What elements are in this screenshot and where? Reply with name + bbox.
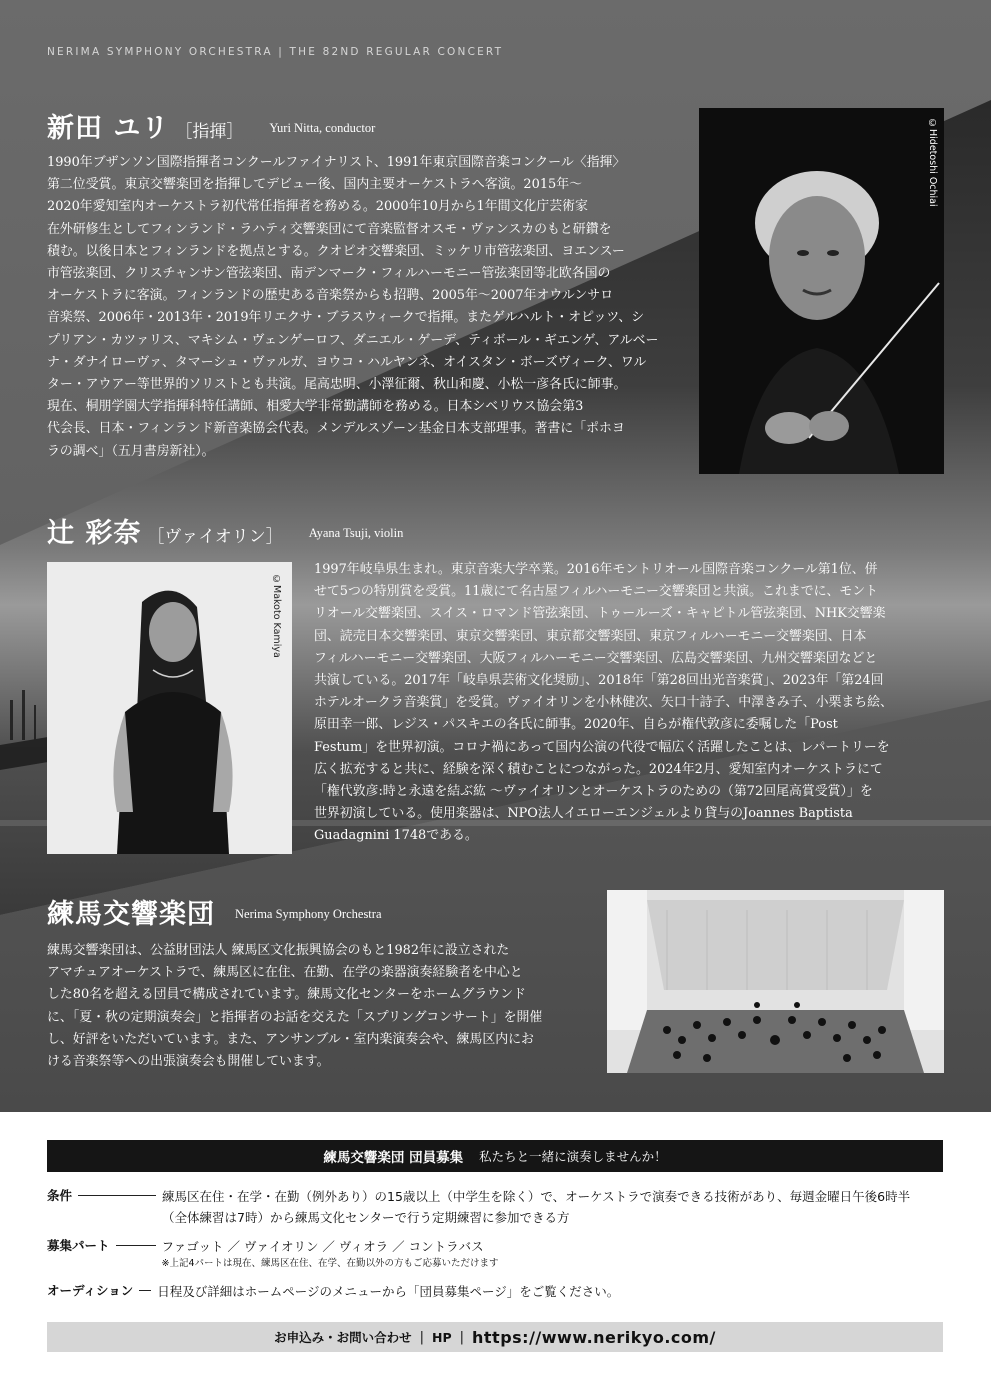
- audition-label: オーディション: [47, 1283, 134, 1298]
- bio-line: ホテルオークラ音楽賞」を受賞。ヴァイオリンを小林健次、矢口十詩子、中澤きみ子、小栗まち絵、: [314, 695, 893, 711]
- conductor-heading: [47, 106, 375, 145]
- violinist-photo: [47, 562, 292, 854]
- contact-separator: |: [459, 1329, 464, 1345]
- orchestra-bio: [47, 940, 585, 1073]
- parts-text: [162, 1236, 499, 1271]
- orchestra-photo: [607, 890, 944, 1073]
- concert-series-header: NERIMA SYMPHONY ORCHESTRA | THE 82ND REGULAR CONCERT: [47, 46, 504, 58]
- violinist-photo-credit: ©Makoto Kamiya: [271, 574, 282, 658]
- bio-line: 代会長、日本・フィンランド新音楽協会代表。メンデルスゾーン基金日本支部理事。著書に「ポホヨ: [47, 421, 625, 437]
- hp-label: HP: [431, 1329, 452, 1345]
- conductor-photo-credit: ©Hidetoshi Ochiai: [927, 118, 938, 207]
- conductor-name-ja: 新田 ユリ: [47, 113, 170, 144]
- contact-separator: |: [419, 1329, 424, 1345]
- violinist-role-ja: ［ヴァイオリン］: [147, 527, 283, 547]
- violinist-heading: [47, 511, 403, 550]
- leader-line: [116, 1245, 156, 1246]
- parts-label: 募集パート: [47, 1238, 110, 1253]
- bio-line: 世界初演している。使用楽器は、NPO法人イエローエンジェルより貸与のJoannes Baptista: [314, 806, 853, 822]
- bio-line: オーケストラに客演。フィンランドの歴史ある音楽祭からも招聘、2005年〜2007年オウルンサロ: [47, 288, 614, 304]
- bio-line: 1997年岐阜県生まれ。東京音楽大学卒業。2016年モントリオール国際音楽コンクール第1位、併: [314, 562, 878, 577]
- orchestra-name-en: Nerima Symphony Orchestra: [235, 907, 382, 921]
- recruitment-subtitle: 私たちと一緒に演奏しませんか！: [479, 1149, 667, 1164]
- bio-line: 共演している。2017年「岐阜県芸術文化奨励」、2018年「第28回出光音楽賞」、2023年「第24回: [314, 673, 884, 689]
- bio-line: 広く拡充すると共に、経験を深く積むことにつながった。2024年2月、愛知室内オーケストラにて: [314, 761, 883, 777]
- bio-line: 音楽祭、2006年・2013年・2019年リエクサ・ブラスウィークで指揮。またゲルハルト・オピッツ、シ: [47, 310, 645, 326]
- bio-line: 積む。以後日本とフィンランドを拠点とする。クオピオ交響楽団、ミッケリ市管弦楽団、ヨエンスー: [47, 243, 625, 259]
- parts-row: [47, 1236, 499, 1271]
- conductor-role-ja: ［指揮］: [175, 122, 244, 142]
- conductor-bio: [47, 152, 679, 463]
- bio-line: 団、読売日本交響楽団、東京交響楽団、東京都交響楽団、東京フィルハーモニー交響楽団、日本: [314, 628, 867, 644]
- audition-text: 日程及び詳細はホームページのメニューから「団員募集ページ」をご覧ください。: [157, 1284, 620, 1299]
- bio-line: 1990年ブザンソン国際指揮者コンクールファイナリスト、1991年東京国際音楽コンクール〈指揮〉: [47, 155, 626, 170]
- leader-line: [139, 1290, 151, 1291]
- conditions-label: 条件: [47, 1188, 73, 1203]
- conditions-line: 練馬区在住・在学・在勤（例外あり）の15歳以上（中学生を除く）で、オーケストラで演奏できる技術があり、毎週金曜日午後6時半: [162, 1189, 911, 1204]
- bio-line: 「権代敦彦:時と永遠を結ぶ紘 〜ヴァイオリンとオーケストラのための（第72回尾高賞受賞）」を: [314, 784, 873, 800]
- bio-line: ター・アウアー等世界的ソリストとも共演。尾高忠明、小澤征爾、秋山和慶、小松一彦各氏に師事。: [47, 377, 627, 393]
- recruitment-banner: [47, 1140, 943, 1172]
- bio-line: プリアン・カツァリス、マキシム・ヴェンゲーロフ、ダニエル・ゲーデ、ティボール・ギエンゲ、アルベー: [47, 332, 659, 348]
- bio-line: に、「夏・秋の定期演奏会」と指揮者のお話を交えた「スプリングコンサート」を開催: [47, 1009, 543, 1025]
- bio-line: 原田幸一郎、レジス・パスキエの各氏に師事。2020年、自らが権代敦彦に委嘱した「Post: [314, 717, 838, 733]
- bio-line: 在外研修生としてフィンランド・ラハティ交響楽団にて音楽監督オスモ・ヴァンスカのもと研鑽を: [47, 221, 612, 237]
- conditions-line: （全体練習は7時）から練馬文化センターで行う定期練習に参加できる方: [162, 1210, 570, 1225]
- bio-line: せて5つの特別賞を受賞。11歳にて名古屋フィルハーモニー交響楽団と共演。これまでに、モント: [314, 584, 879, 600]
- bio-line: Festum」を世界初演。コロナ禍にあって国内公演の代役で幅広く活躍したことは、レパートリーを: [314, 739, 890, 755]
- parts-note: ※上記4パートは現在、練馬区在住、在学、在勤以外の方もご応募いただけます: [161, 1258, 499, 1269]
- orchestra-name-ja: 練馬交響楽団: [47, 899, 215, 930]
- bio-line: Guadagnini 1748である。: [314, 828, 478, 844]
- violinist-bio: [314, 559, 943, 848]
- conductor-photo: [699, 108, 944, 474]
- violinist-name-en: Ayana Tsuji, violin: [308, 526, 404, 540]
- violinist-name-ja: 辻 彩奈: [47, 518, 142, 549]
- bio-line: リオール交響楽団、スイス・ロマンド管弦楽団、トゥールーズ・キャピトル管弦楽団、NHK交響楽: [314, 606, 886, 622]
- bio-line: ナ・ダナイローヴァ、タマーシュ・ヴァルガ、ヨウコ・ハルヤンネ、オイスタン・ボーズヴィーク、ワル: [47, 354, 647, 370]
- bio-line: 練馬交響楽団は、公益財団法人 練馬区文化振興協会のもと1982年に設立された: [47, 943, 510, 958]
- bio-line: 第二位受賞。東京交響楽団を指揮してデビュー後、国内主要オーケストラへ客演。2015年〜: [47, 177, 583, 193]
- bio-line: ける音楽祭等への出張演奏会も開催しています。: [47, 1054, 330, 1070]
- audition-row: [47, 1281, 619, 1302]
- orchestra-heading: [47, 892, 382, 931]
- leader-line: [78, 1195, 156, 1196]
- contact-label: お申込み・お問い合わせ: [274, 1330, 412, 1345]
- conditions-text: [162, 1186, 910, 1228]
- website-link[interactable]: https://www.nerikyo.com/: [472, 1327, 716, 1347]
- bio-line: し、好評をいただいています。また、アンサンブル・室内楽演奏会や、練馬区内にお: [47, 1031, 534, 1047]
- bio-line: 2020年愛知室内オーケストラ初代常任指揮者を務める。2000年10月から1年間文化庁芸術家: [47, 199, 588, 215]
- conditions-row: [47, 1186, 910, 1228]
- parts-list: ファゴット ／ ヴァイオリン ／ ヴィオラ ／ コントラバス: [161, 1239, 484, 1254]
- bio-line: 現在、桐朋学園大学指揮科特任講師、相愛大学非常勤講師を務める。日本シベリウス協会第3: [47, 399, 584, 415]
- bio-line: 市管弦楽団、クリスチャンサン管弦楽団、南デンマーク・フィルハーモニー管弦楽団等北欧各国の: [47, 266, 611, 282]
- bio-line: アマチュアオーケストラで、練馬区に在住、在勤、在学の楽器演奏経験者を中心と: [47, 965, 523, 981]
- bio-line: ラの調べ」（五月書房新社）。: [47, 443, 215, 459]
- bio-line: フィルハーモニー交響楽団、大阪フィルハーモニー交響楽団、広島交響楽団、九州交響楽団などと: [314, 650, 878, 666]
- contact-bar: [47, 1322, 943, 1352]
- conductor-name-en: Yuri Nitta, conductor: [269, 121, 376, 135]
- recruitment-title: 練馬交響楽団 団員募集: [323, 1150, 464, 1166]
- bio-line: した80名を超える団員で構成されています。練馬文化センターをホームグラウンド: [47, 987, 526, 1003]
